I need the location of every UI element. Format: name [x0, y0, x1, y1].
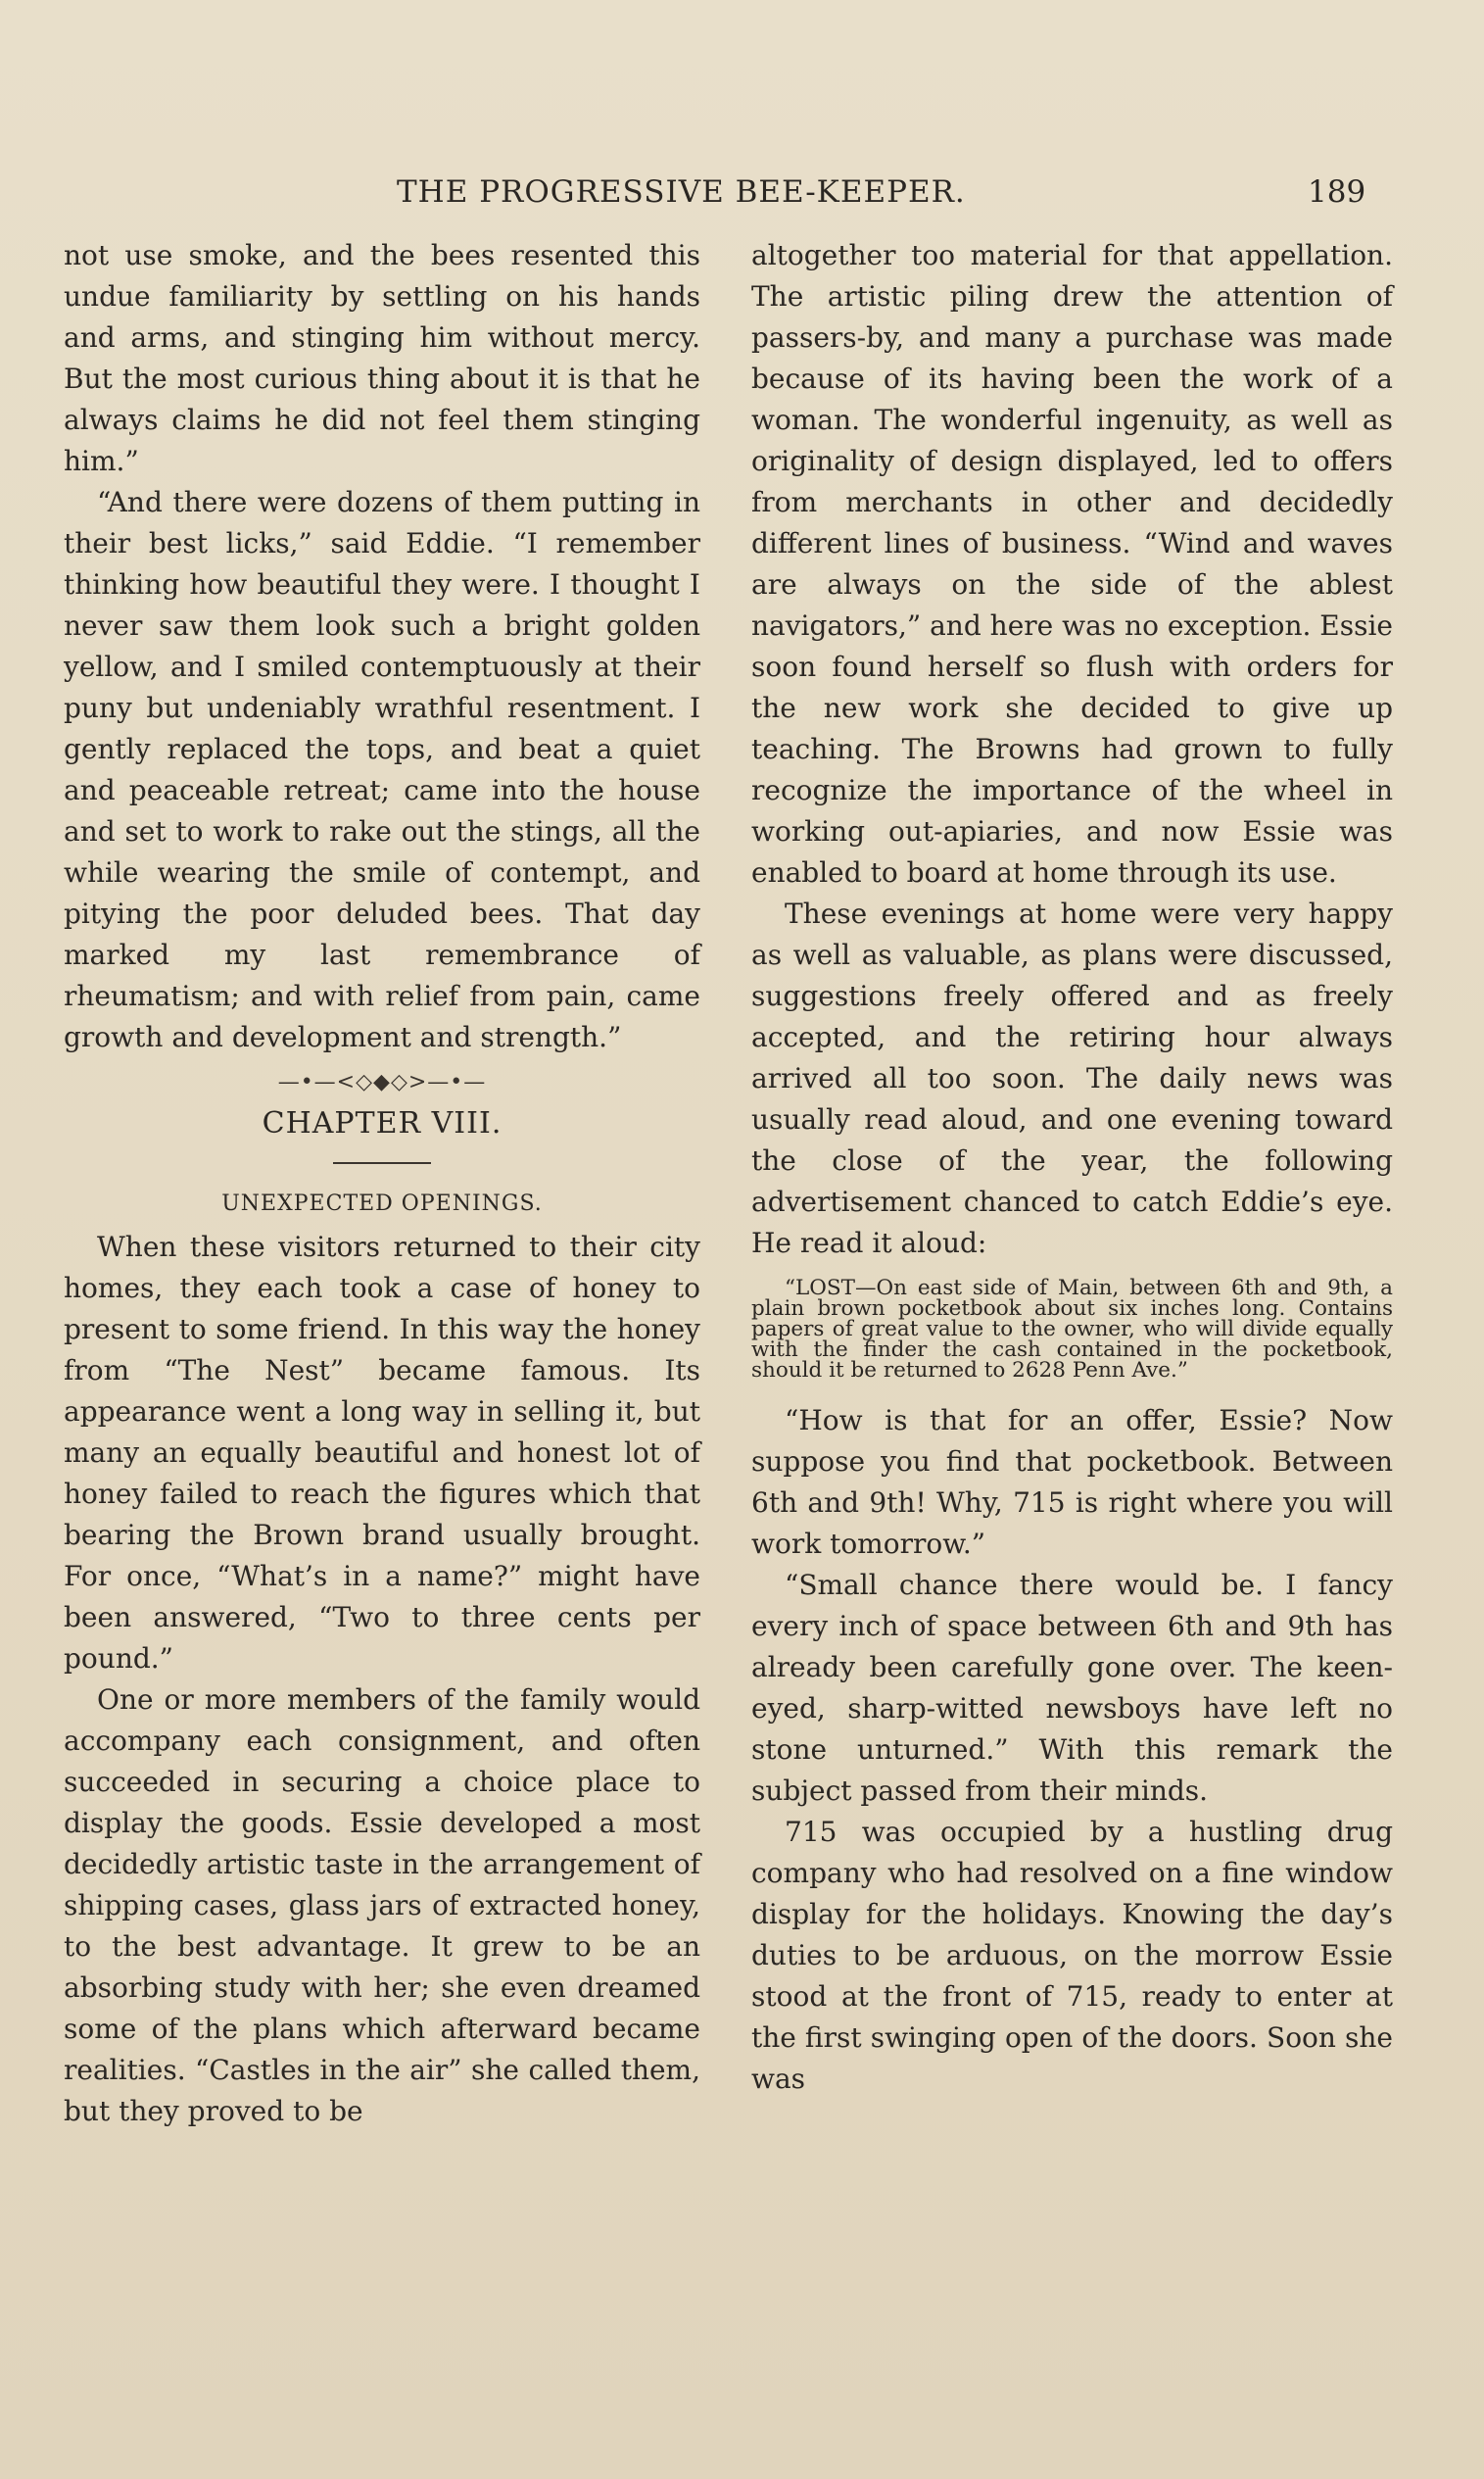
- section-title: UNEXPECTED OPENINGS.: [221, 1191, 543, 1216]
- paragraph: altogether too material for that appellation. The artistic piling drew the attention of passers-by, and many a purchase was made because of its having been the work of a woman. The wonderful ingenuity, as well as originality of design displayed, led to offers from merchants in other and decidedly different lines of business. “Wind and waves are always on the side of the ablest navigators,” and here was no exception. Essie soon found herself so flush with orders for the new work she decided to give up teaching. The Browns had grown to fully recognize the importance of the wheel in working out-apiaries, and now Essie was enabled to board at home through its use.: [751, 239, 1393, 889]
- advertisement-quote: “LOST—On east side of Main, between 6th and 9th, a plain brown pocketbook about six inches long. Contains papers of great value to the owner, who will divide equally with the finder the cash contained in the pocketbook, should it be returned to 2628 Penn Ave.”: [751, 1276, 1393, 1383]
- page-number: 189: [1308, 174, 1366, 210]
- chapter-title: CHAPTER VIII.: [262, 1106, 503, 1141]
- divider-rule: [333, 1162, 431, 1164]
- paragraph: When these visitors returned to their city homes, they each took a case of honey to present to some friend. In this way the honey from “The Nest” became famous. Its appearance went a long way in selling it, but many an equally beautiful and honest lot of honey failed to reach the figures which that bearing the Brown brand usually brought. For once, “What’s in a name?” might have been answered, “Two to three cents per pound.”: [64, 1231, 700, 1675]
- paragraph: not use smoke, and the bees resented this undue familiarity by settling on his hands and arms, and stinging him without mercy. But the most curious thing about it is that he always claims he did not feel them stinging him.”: [64, 239, 700, 477]
- left-column: [64, 235, 700, 2132]
- paragraph: “And there were dozens of them putting in their best licks,” said Eddie. “I remember thinking how beautiful they were. I thought I never saw them look such a bright golden yellow, and I smiled contemptuously at their puny but undeniably wrathful resentment. I gently replaced the tops, and beat a quiet and peaceable retreat; came into the house and set to work to rake out the stings, all the while wearing the smile of contempt, and pitying the poor deluded bees. That day marked my last remembrance of rheumatism; and with relief from pain, came growth and development and strength.”: [64, 486, 700, 1053]
- paragraph: “Small chance there would be. I fancy every inch of space between 6th and 9th has already been carefully gone over. The keen-eyed, sharp-witted newsboys have left no stone unturned.” With this remark the subject passed from their minds.: [751, 1569, 1393, 1807]
- section-ornament: —•—<◇◆◇>—•—: [277, 1070, 487, 1094]
- paragraph: These evenings at home were very happy as well as valuable, as plans were discussed, suggestions freely offered and as freely accepted, and the retiring hour always arrived all too soon. The daily news was usually read aloud, and one evening toward the close of the year, the following advertisement chanced to catch Eddie’s eye. He read it aloud:: [751, 898, 1393, 1259]
- running-title: THE PROGRESSIVE BEE-KEEPER.: [397, 174, 966, 210]
- paragraph: 715 was occupied by a hustling drug company who had resolved on a fine window display for the holidays. Knowing the day’s duties to be arduous, on the morrow Essie stood at the front of 715, ready to enter at the first swinging open of the doors. Soon she was: [751, 1816, 1393, 2095]
- right-column: [751, 235, 1393, 2100]
- page-header: [0, 174, 1484, 223]
- paragraph: “How is that for an offer, Essie? Now suppose you find that pocketbook. Between 6th and 9th! Why, 715 is right where you will work tomorrow.”: [751, 1404, 1393, 1560]
- paragraph: One or more members of the family would accompany each consignment, and often succeeded in securing a choice place to display the goods. Essie developed a most decidedly artistic taste in the arrangement of shipping cases, glass jars of extracted honey, to the best advantage. It grew to be an absorbing study with her; she even dreamed some of the plans which afterward became realities. “Castles in the air” she called them, but they proved to be: [64, 1683, 700, 2127]
